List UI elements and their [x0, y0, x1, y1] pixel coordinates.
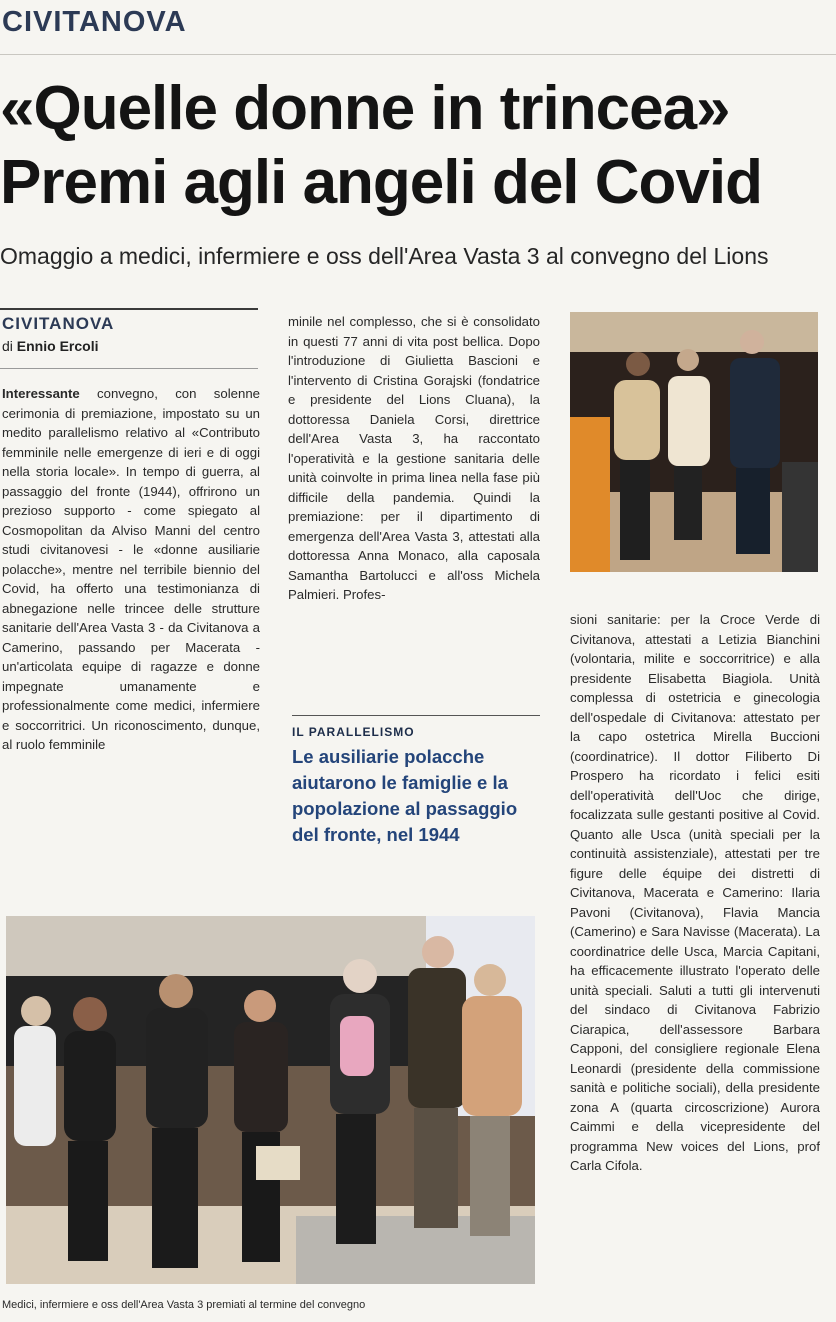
article-column-3-text: sioni sanitarie: per la Croce Verde di Civitanova, attestati a Letizia Bianchini (volontaria, milite e soccorritrice) e alla presidente Elisabetta Biagiola. Unità complessa di ostetricia e ginecologia dell'ospedale di Civitanova: attestato per la capo ostetrica Mirella Buccioni (coordinatrice). Il dottor Filiberto Di Prospero ha ricordato i felici esiti dell'operatività dell'Uoc che dirige, focalizzata sulle gestanti positive al Covid. Quanto alle Usca (unità speciali per la continuità assistenziale), attestati per tre figure delle équipe dei distretti di Civitanova, Macerata e Camerino: Ilaria Pavoni (Civitanova), Flavia Mancia (Camerino) e Sara Navisse (Macerata). La coordinatrice delle Usca, Marcia Capitani, ha efficacemente illustrato l'operato delle unità speciali. Saluti a tutti gli intervenuti del sindaco di Civitanova Fabrizio Ciarapica, dell'assessore Barbara Capponi, del consigliere regionale Elena Leonardi (presidente della commissione sanità e politiche sociali), della presidente zona A (quarta circoscrizione) Aurora Caimmi e della vicepresidente del programma New voices del Lions, prof Carla Cifola.: [570, 612, 820, 1173]
top-rule: [0, 54, 836, 55]
article-column-1-text: convegno, con solenne cerimonia di premiazione, impostato su un medito parallelismo relativo al «Contributo femminile nelle emergenze di ieri e di oggi nella storia locale». In tempo di guerra, al passaggio del fronte (1944), offrirono un prezioso supporto - come spiegato al Cosmopolitan da Alviso Manni del centro studi civitanovesi - le «donne ausiliarie polacche», mentre nel terribile biennio del Covid, ha offerto una testimonianza di abnegazione nelle trincee delle strutture sanitarie dell'Area Vasta 3 - da Civitanova a Camerino, passando per Macerata - un'articolata equipe di ragazze e donne impegnate umanamente e professionalmente come medici, infermiere e soccorritrici. Un riconoscimento, dunque, al ruolo femminile: [2, 386, 260, 752]
headline-line-1: «Quelle donne in trincea»: [0, 74, 730, 143]
byline-rule: [0, 368, 258, 369]
article-column-1: [2, 384, 260, 876]
pullquote-rule: [292, 715, 540, 716]
group-photo-image: [6, 916, 535, 1284]
column-rule: [0, 308, 258, 310]
award-photo-small: [570, 312, 818, 572]
byline: [2, 338, 98, 354]
group-photo: [6, 916, 535, 1284]
byline-prefix: di: [2, 338, 13, 354]
photo-caption: Medici, infermiere e oss dell'Area Vasta 3 premiati al termine del convegno: [2, 1299, 366, 1311]
byline-author: Ennio Ercoli: [16, 338, 99, 354]
article-column-2-text: minile nel complesso, che si è consolidato in questi 77 anni di vita post bellica. Dopo l'introduzione di Giulietta Bascioni e l'intervento di Cristina Gorajski (fondatrice e presidente del Lions Cluana), la dottoressa Daniela Corsi, direttrice dell'Area Vasta 3, ha raccontato l'operatività e la gestione sanitaria delle unità coinvolte in prima linea nella fase più difficile della pandemia. Quindi la premiazione: per il dipartimento di emergenza dell'Area Vasta 3, attestati alla dottoressa Anna Monaco, alla caposala Samantha Bartolucci e all'oss Michela Palmieri. Profes-: [288, 314, 540, 602]
article-lead-word: Interessante: [2, 386, 80, 401]
section-label: CIVITANOVA: [2, 6, 187, 38]
article-column-2: [288, 312, 540, 684]
byline-place: CIVITANOVA: [2, 314, 115, 333]
pullquote: Le ausiliarie polacche aiutarono le famiglie e la popolazione al passaggio del fronte, nel 1944: [292, 746, 518, 845]
subheadline: Omaggio a medici, infermiere e oss dell'Area Vasta 3 al convegno del Lions: [0, 243, 769, 269]
headline: [0, 72, 836, 220]
headline-line-2: Premi agli angeli del Covid: [0, 148, 762, 217]
article-column-3: [570, 610, 820, 1298]
award-photo-small-image: [570, 312, 818, 572]
pullquote-kicker: IL PARALLELISMO: [292, 725, 415, 739]
